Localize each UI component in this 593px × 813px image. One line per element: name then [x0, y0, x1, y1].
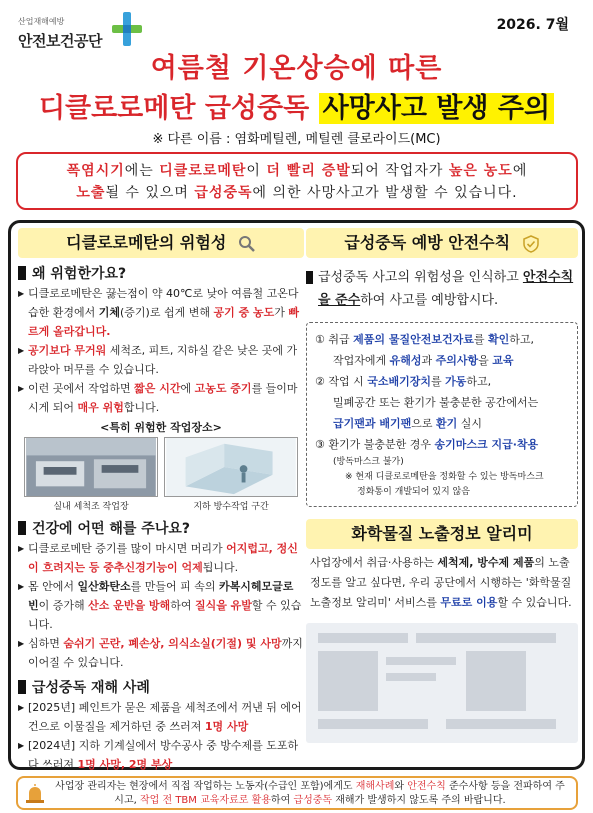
hazard-title-text: 디클로로메탄의 위험성 [66, 233, 227, 252]
text: 질식을 유발 [194, 599, 252, 612]
rule-2-line: 밀폐공간 또는 환기가 불충분한 공간에서는 [333, 396, 539, 409]
rule-1-line [315, 350, 569, 371]
text: 공기 중 농도 [213, 306, 275, 319]
text: 이런 곳에서 작업하면 [28, 382, 135, 395]
text: 으로 [411, 417, 436, 430]
shield-check-icon [522, 235, 540, 253]
safety-rules-box [306, 322, 578, 507]
text: 하고, [509, 333, 534, 346]
warn-text: 더 빨리 증발 [266, 163, 351, 179]
warn-text: 노출 [76, 185, 106, 201]
warn-text: 디클로로메탄 [159, 163, 247, 179]
warn-text: 에 [512, 163, 528, 179]
text: 매우 위험 [77, 401, 124, 414]
case-item [18, 736, 304, 774]
issue-date: 2026. 7월 [496, 17, 569, 33]
text: 취급 [328, 333, 354, 346]
workplace-photos [18, 437, 304, 513]
prevention-intro [306, 266, 578, 312]
warn-text: 에 의한 사망사고가 발생할 수 있습니다. [252, 185, 518, 201]
text: 작업 시 [328, 375, 368, 388]
case-heading-text: 급성중독 재해 사례 [32, 680, 150, 696]
text: 환기가 불충분한 경우 [328, 438, 435, 451]
text: 교육 [492, 354, 514, 367]
warn-text: 에는 [124, 163, 160, 179]
manager-notice-footer [16, 776, 578, 810]
text: 재해사례 [355, 781, 395, 792]
triangle-bullet-icon: ▶ [18, 544, 25, 553]
text: 유해성 [389, 354, 422, 367]
text: 를 들이마시게 되어 [28, 382, 298, 414]
cross-logo-icon [112, 12, 142, 46]
warn-text: 되어 작업자가 [350, 163, 449, 179]
warn-text: 높은 농도 [448, 163, 513, 179]
text: 몸 안에서 [28, 580, 78, 593]
text: 산소 운반을 방해 [88, 599, 171, 612]
text: 1명 사망 [204, 720, 249, 733]
text: 사업장 관리자는 현장에서 직접 작업하는 노동자(수급인 포함)에게도 [55, 781, 356, 792]
heatwave-warning-box [16, 152, 578, 210]
text: 재해가 발생하지 않도록 주의 바랍니다. [332, 795, 506, 806]
text: 심하면 [28, 637, 64, 650]
warn-text: 폭염시기 [66, 163, 125, 179]
health-item [18, 577, 304, 634]
text: 에 [180, 382, 195, 395]
why-item [18, 284, 304, 341]
headline-line2 [0, 86, 593, 125]
text: 실시 [457, 417, 482, 430]
text: 고농도 증기 [194, 382, 252, 395]
text: 환기 [435, 417, 458, 430]
text: 기체 [98, 306, 121, 319]
text: 과 [421, 354, 436, 367]
text: 의 노출 정도를 알고 싶다면, 우리 공단에서 시행하는 '화학물질 노출정보 알리미' 서비스를 [310, 556, 572, 609]
text: 급기팬과 배기팬 [333, 417, 412, 430]
health-heading-text: 건강에 어떤 해를 주나요? [32, 521, 190, 537]
text: 작업 전 TBM 교육자료로 활용 [139, 795, 271, 806]
text: 디클로로메탄은 끓는점이 약 40℃로 낮아 여름철 고온다습한 환경에서 [28, 287, 299, 319]
text: 와 [394, 781, 408, 792]
text: 할 수 있습니다. [497, 596, 572, 609]
triangle-bullet-icon: ▶ [18, 582, 25, 591]
msds-title-text: 화학물질 노출정보 알리미 [351, 524, 533, 543]
text: 작업자에게 [333, 354, 390, 367]
rule-2-line [315, 413, 569, 434]
siren-icon [24, 784, 46, 804]
text: 무료로 이용 [440, 596, 498, 609]
hazard-section-title [18, 228, 304, 258]
text: 일산화탄소 [77, 580, 131, 593]
why-heading-text: 왜 위험한가요? [32, 266, 127, 282]
rule-3-note: 정화통이 개발되어 있지 않음 [357, 487, 470, 497]
poster-header [0, 0, 593, 150]
triangle-bullet-icon: ▶ [18, 703, 25, 712]
text: 제품의 물질안전보건자료 [353, 333, 474, 346]
photo2-label: 지하 방수작업 구간 [193, 502, 269, 512]
blurred-qr-image [306, 623, 578, 743]
rule-2-line [315, 371, 569, 392]
rule-number: ① [315, 333, 325, 346]
photo1-label: 실내 세척조 작업장 [53, 502, 129, 512]
text: 급성중독 [293, 795, 333, 806]
rule-3-note: ※ 현재 디클로로메탄을 정화할 수 있는 방독마스크 [345, 472, 544, 482]
text: 까지 이어질 수 있습니다. [28, 637, 303, 669]
health-item [18, 539, 304, 577]
square-bullet-icon [306, 271, 313, 284]
prevention-section-title [306, 228, 578, 258]
text: 확인 [487, 333, 510, 346]
triangle-bullet-icon: ▶ [18, 639, 25, 648]
alias-subtitle: ※ 다른 이름 : 염화메틸렌, 메틸렌 클로라이드(MC) [152, 132, 441, 147]
hazard-column [18, 228, 304, 771]
prevention-title-text: 급성중독 예방 안전수칙 [344, 233, 511, 252]
warn-text: 이 [246, 163, 267, 179]
text: 디클로로메탄 증기를 많이 마시면 머리가 [28, 542, 227, 555]
triangle-bullet-icon: ▶ [18, 384, 25, 393]
text: 를 [431, 375, 446, 388]
text: 안전수칙 [407, 781, 446, 792]
rule-1-line [315, 329, 569, 350]
text: 를 만들어 피 속의 [130, 580, 220, 593]
text: 할 수 있습니다. [28, 599, 302, 631]
text: 국소배기장치 [367, 375, 432, 388]
text: [2025년] 페인트가 묻은 제품을 세척조에서 꺼낸 뒤 에어건으로 이물질을 제거하던 중 쓰러져 [28, 701, 302, 733]
text: 합니다. [123, 401, 160, 414]
triangle-bullet-icon: ▶ [18, 741, 25, 750]
text: 카복시헤모글로빈 [28, 580, 294, 612]
wash-tank-photo [24, 437, 158, 497]
text: (증기)로 쉽게 변해 [120, 306, 214, 319]
text: 하여 [270, 795, 294, 806]
text: 를 [473, 333, 488, 346]
warn-text: 급성중독 [194, 185, 253, 201]
text: 공기보다 무거워 [28, 344, 107, 357]
text: 어지럽고, 정신이 흐려지는 등 중추신경기능이 억제 [28, 542, 298, 574]
headline-red-part: 디클로로메탄 급성중독 [38, 93, 310, 124]
rule-3-line [315, 434, 569, 455]
case-heading [18, 678, 304, 698]
why-heading [18, 264, 304, 284]
text: 안전수칙을 준수 [318, 270, 574, 308]
prevention-column [306, 228, 578, 768]
text: 됩니다. [202, 561, 239, 574]
text: 주의사항 [435, 354, 479, 367]
text: 하여 사고를 예방합시다. [360, 293, 499, 308]
msds-text [306, 553, 578, 613]
why-item [18, 379, 304, 417]
triangle-bullet-icon: ▶ [18, 289, 25, 298]
text: 급성중독 사고의 위험성을 인식하고 [318, 270, 523, 285]
text: 세척조, 피트, 지하실 같은 낮은 곳에 가라앉아 머무를 수 있습니다. [28, 344, 298, 376]
magnifier-icon [238, 235, 256, 253]
photo-caption: <특히 위험한 작업장소> [100, 421, 222, 434]
headline-line1: 여름철 기온상승에 따른 [150, 53, 443, 84]
logo-org-name: 안전보건공단 [18, 32, 102, 50]
text: 을 [478, 354, 493, 367]
square-bullet-icon [18, 521, 26, 535]
text: 1명 사망, 2명 부상 [77, 758, 173, 771]
text: 하여 [170, 599, 195, 612]
text: 가 [274, 306, 289, 319]
text: 세척제, 방수제 제품 [437, 556, 535, 569]
square-bullet-icon [18, 680, 26, 694]
text: 사업장에서 취급·사용하는 [310, 556, 438, 569]
rule-number: ③ [315, 438, 325, 451]
health-heading [18, 519, 304, 539]
text: 송기마스크 지급·착용 [434, 438, 539, 451]
text: 이 증가해 [38, 599, 89, 612]
headline-highlight-part: 사망사고 발생 주의 [319, 93, 554, 124]
warn-text: 될 수 있으며 [105, 185, 195, 201]
rule-3-note: (방독마스크 불가) [333, 457, 404, 467]
text: 하고, [466, 375, 492, 388]
triangle-bullet-icon: ▶ [18, 346, 25, 355]
text: [2024년] 지하 기계실에서 방수공사 중 방수제를 도포하다 쓰러져 [28, 739, 299, 771]
basement-waterproofing-illustration [164, 437, 298, 497]
square-bullet-icon [18, 266, 26, 280]
text: 숨쉬기 곤란, 폐손상, 의식소실(기절) 및 사망 [63, 637, 282, 650]
text: 빠르게 올라갑니다. [28, 306, 300, 338]
health-item [18, 634, 304, 672]
why-item [18, 341, 304, 379]
msds-section-title [306, 519, 578, 549]
text: 준수사항 등을 전파하여 주시고, [114, 781, 565, 806]
rule-number: ② [315, 375, 325, 388]
text: 가동 [445, 375, 467, 388]
text: 짧은 시간 [134, 382, 181, 395]
logo-small-text: 산업재해예방 [18, 17, 65, 26]
case-item [18, 698, 304, 736]
